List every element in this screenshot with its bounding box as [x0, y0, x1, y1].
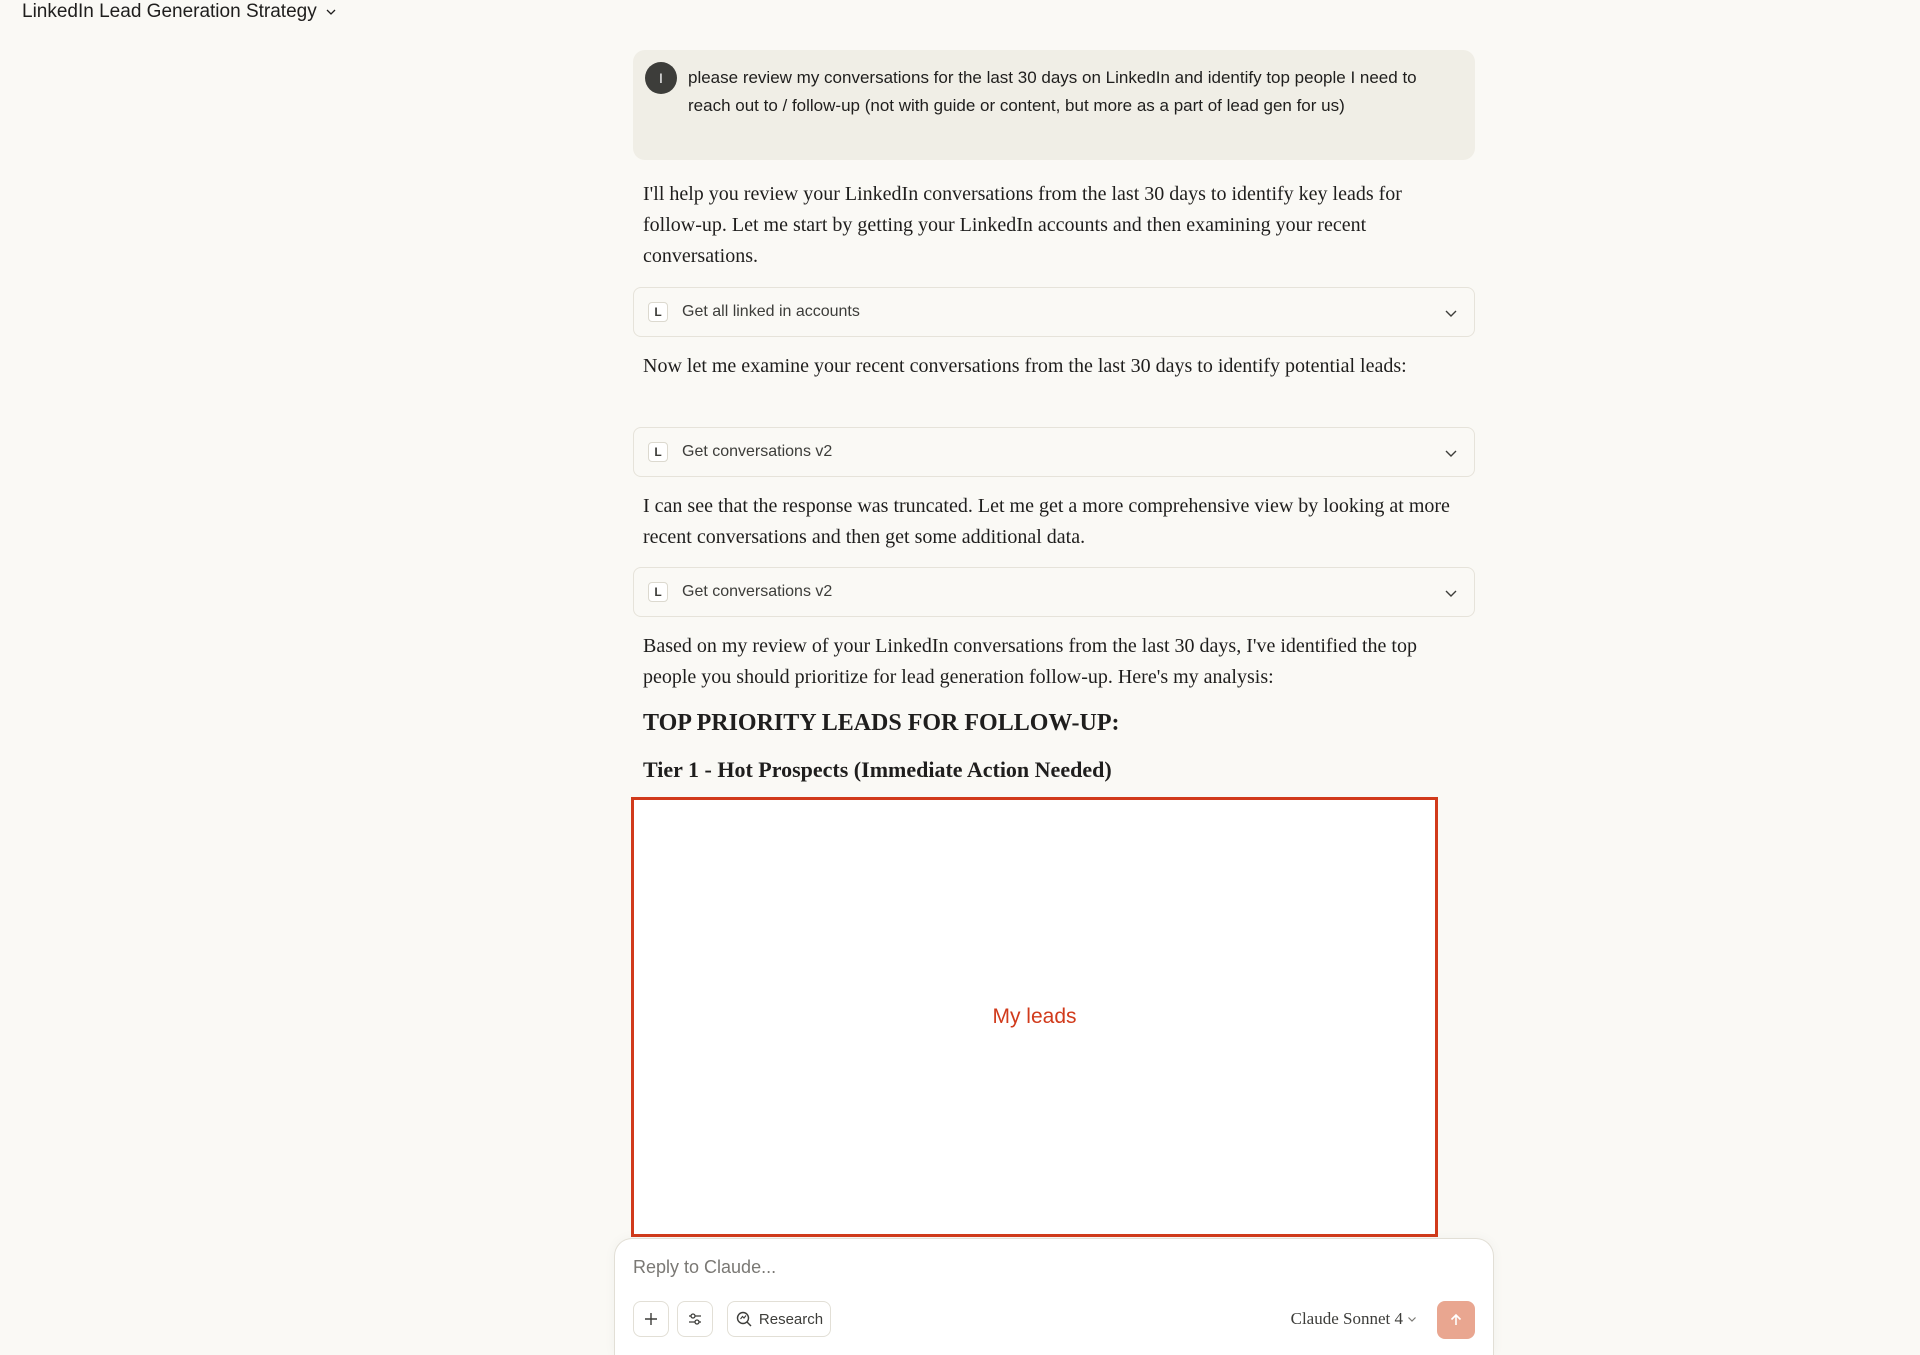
research-button[interactable] — [727, 1301, 831, 1337]
assistant-paragraph: I'll help you review your LinkedIn conversations from the last 30 days to identify key leads for follow-up. Let me start by getting your LinkedIn accounts and then examining your recent conversations. — [643, 183, 1402, 267]
arrow-up-icon — [1448, 1312, 1464, 1328]
add-attachment-button[interactable] — [633, 1301, 669, 1337]
send-button[interactable] — [1437, 1301, 1475, 1339]
tools-settings-button[interactable] — [677, 1301, 713, 1337]
chevron-down-icon — [1444, 445, 1458, 459]
tool-call-label: Get all linked in accounts — [682, 303, 860, 320]
model-label: Claude Sonnet 4 — [1290, 1309, 1403, 1328]
chevron-down-icon — [325, 6, 337, 18]
user-message — [633, 50, 1475, 160]
assistant-paragraph: Now let me examine your recent conversations from the last 30 days to identify potential leads: — [643, 355, 1407, 377]
message-composer — [614, 1238, 1494, 1355]
conversation-title: LinkedIn Lead Generation Strategy — [22, 1, 317, 22]
user-avatar: I — [645, 62, 677, 94]
research-label: Research — [758, 1310, 824, 1328]
sliders-icon — [687, 1311, 703, 1327]
reply-input[interactable]: Reply to Claude... — [633, 1257, 777, 1277]
chevron-down-icon — [1407, 1314, 1417, 1324]
tool-badge-icon: L — [648, 442, 668, 462]
chevron-down-icon — [1444, 305, 1458, 319]
conversation-title-dropdown[interactable] — [22, 0, 337, 24]
tool-badge-icon: L — [648, 582, 668, 602]
redacted-leads-box — [631, 797, 1438, 1237]
tool-call-label: Get conversations v2 — [682, 443, 833, 460]
tool-badge-icon: L — [648, 302, 668, 322]
chevron-down-icon — [1444, 585, 1458, 599]
model-selector[interactable] — [1291, 1309, 1417, 1329]
plus-icon — [643, 1311, 659, 1327]
redacted-label: My leads — [992, 1005, 1077, 1028]
tool-call-get-conversations[interactable] — [633, 567, 1475, 617]
assistant-paragraph: I can see that the response was truncated. Let me get a more comprehensive view by looking at more recent conversations and then get some additional data. — [643, 495, 1450, 548]
tool-call-get-conversations[interactable] — [633, 427, 1475, 477]
subsection-heading: Tier 1 - Hot Prospects (Immediate Action Needed) — [643, 757, 1112, 782]
tool-call-get-linkedin-accounts[interactable] — [633, 287, 1475, 337]
research-search-icon — [735, 1310, 753, 1328]
user-message-text: please review my conversations for the last 30 days on LinkedIn and identify top people I need to reach out to / follow-up (not with guide or content, but more as a part of lead gen for us) — [688, 68, 1417, 115]
section-heading: TOP PRIORITY LEADS FOR FOLLOW-UP: — [643, 710, 1120, 736]
tool-call-label: Get conversations v2 — [682, 583, 833, 600]
assistant-paragraph: Based on my review of your LinkedIn conversations from the last 30 days, I've identified the top people you should prioritize for lead generation follow-up. Here's my analysis: — [643, 635, 1417, 688]
